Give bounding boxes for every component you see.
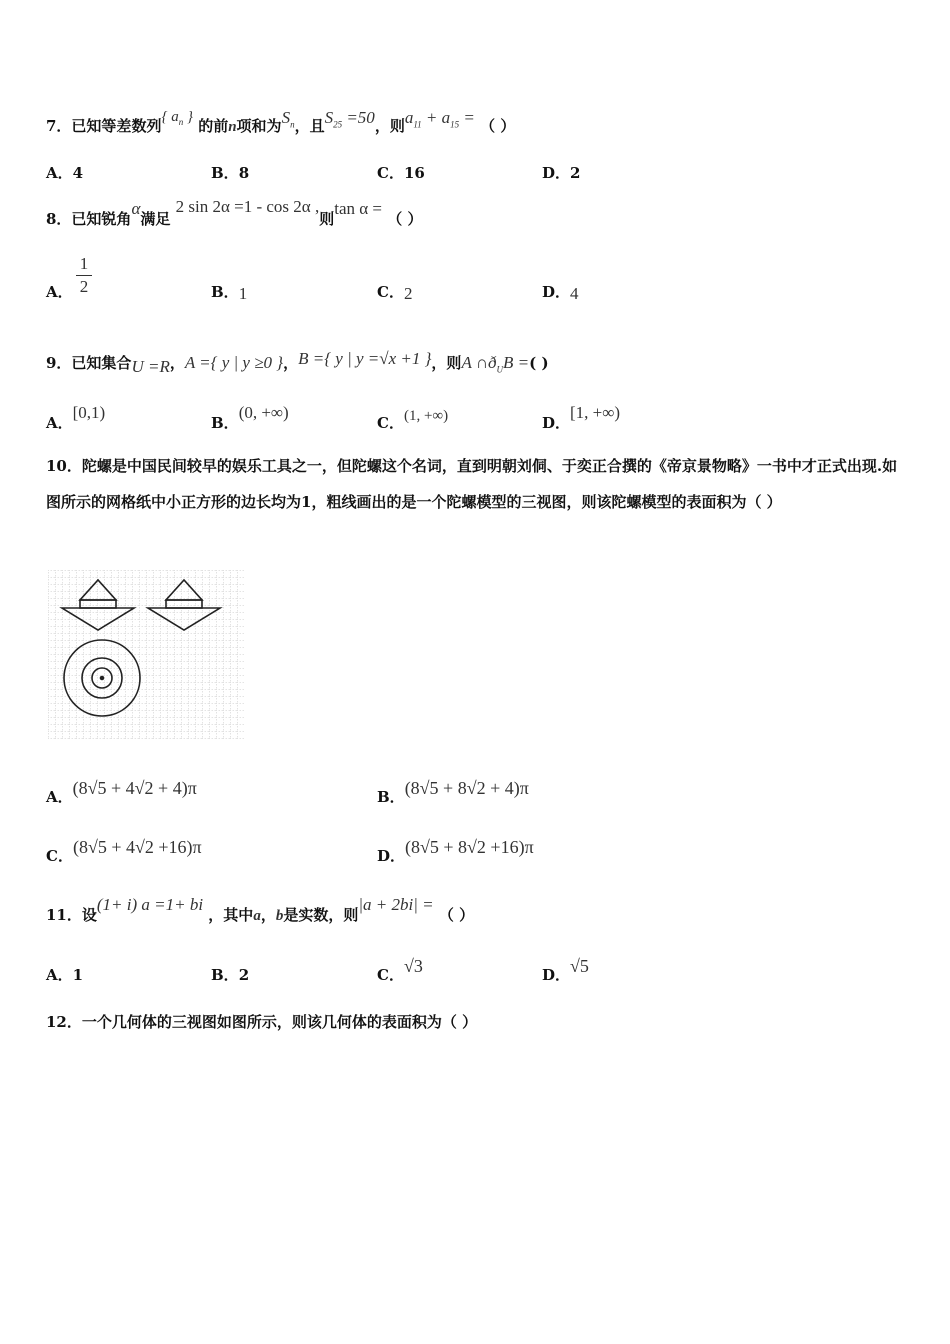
- grid-background: [48, 570, 244, 740]
- q7-condition: $S_{25} =50$: [324, 108, 375, 130]
- fraction-denominator: 2: [79, 277, 89, 296]
- q9-set-a: A ={ y | y ≥0 }: [184, 353, 284, 372]
- q7-option-d: D．2: [542, 164, 581, 182]
- q10-option-a: A．(8√5 + 4√2 + 4)π: [46, 778, 197, 806]
- fraction-numerator: 1: [79, 254, 89, 273]
- question-11-stem: 11．设(1+ i) a =1+ bi ，其中a，b是实数，则|a + 2bi| = （ ）: [46, 895, 475, 924]
- q7-answer-blank: （ ）: [480, 117, 516, 135]
- q11-condition: (1+ i) a =1+ bi: [96, 895, 204, 914]
- question-10-stem: 10．陀螺是中国民间较早的娱乐工具之一，但陀螺这个名词，直到明朝刘侗、于奕正合撰的《帝京景物略》一书中才正式出现.如图所示的网格纸中小正方形的边长均为1，粗线画出的是一个陀螺模型的三视图，则该陀螺模型的表面积为（ ）: [46, 457, 898, 511]
- question-7-stem: [46, 108, 516, 137]
- q9-set-b: B ={ y | y =√x +1 }: [298, 349, 432, 368]
- q7-option-c: C．16: [377, 164, 425, 182]
- q11-option-b: B．2: [211, 966, 250, 984]
- q8-text-c: 则: [319, 210, 335, 228]
- q9-expression: A $\cap ð_UB$ =: [461, 353, 530, 375]
- q7-text-a: 7．已知等差数列: [46, 117, 162, 135]
- question-9-stem: 9．已知集合U =R，A ={ y | y ≥0 }，B ={ y | y =√x +1 }，则A $\cap ð_UB$ =( ): [46, 349, 549, 376]
- q9-option-d: D．[1, +∞): [542, 403, 621, 432]
- q8-text-b: 满足: [140, 210, 171, 228]
- q10-option-c: C．(8√5 + 4√2 +16)π: [46, 837, 202, 865]
- q8-option-a: A．: [46, 283, 73, 301]
- q8-option-b: B．1: [211, 283, 248, 303]
- q7-n: n: [228, 119, 237, 135]
- q9-text-b: ，则: [431, 354, 462, 372]
- q8-text-a: 8．已知锐角: [46, 210, 132, 228]
- q11-text-b: ，其中: [208, 906, 254, 924]
- q8-expression: tan α =: [334, 199, 382, 218]
- q11-option-d: D．√5: [542, 956, 589, 984]
- q7-text-e: ，则: [374, 117, 405, 135]
- q8-alpha: α: [131, 199, 141, 218]
- q9-universal-set: U =R: [131, 357, 170, 376]
- q9-option-b: B．(0, +∞): [211, 403, 289, 432]
- q10-option-b: B．(8√5 + 8√2 + 4)π: [377, 778, 529, 806]
- q7-sn: $S_n$: [281, 108, 295, 130]
- q9-option-a: A．[0,1): [46, 403, 106, 432]
- q7-option-b: B．8: [211, 164, 250, 182]
- q7-option-a: A．4: [46, 164, 84, 182]
- q9-answer-blank: ( ): [529, 354, 549, 372]
- q8-answer-blank: （ ）: [387, 210, 423, 228]
- q9-text-a: 9．已知集合: [46, 354, 132, 372]
- q8-option-a-fraction: [76, 254, 92, 297]
- q7-text-d: ，且: [294, 117, 325, 135]
- q7-text-b: 的前: [198, 117, 229, 135]
- q9-option-c: C．(1, +∞): [377, 408, 449, 432]
- q10-option-d: D．(8√5 + 8√2 +16)π: [377, 837, 534, 865]
- question-8-stem: [46, 197, 423, 229]
- q8-condition: 2 sin 2α =1 - cos 2α ,: [175, 197, 320, 216]
- q11-text-c: 是实数，则: [283, 906, 359, 924]
- q11-expression: |a + 2bi| =: [358, 895, 434, 914]
- q7-text-c: 项和为: [236, 117, 282, 135]
- q10-three-view-figure: [48, 570, 244, 740]
- q8-option-c: C．2: [377, 283, 413, 303]
- q11-answer-blank: （ ）: [438, 906, 475, 924]
- q11-option-c: C．√3: [377, 956, 423, 984]
- question-12-stem: 12．一个几何体的三视图如图所示，则该几何体的表面积为（ ）: [46, 1013, 478, 1031]
- fraction-bar: [76, 275, 92, 276]
- q7-expression: $a_{11} + a_{15}$ =: [404, 108, 475, 130]
- q11-option-a: A．1: [46, 966, 84, 984]
- q8-option-d: D．4: [542, 283, 579, 303]
- q7-sequence: { $a_n$ }: [161, 109, 193, 127]
- q11-text-a: 11．设: [46, 906, 97, 924]
